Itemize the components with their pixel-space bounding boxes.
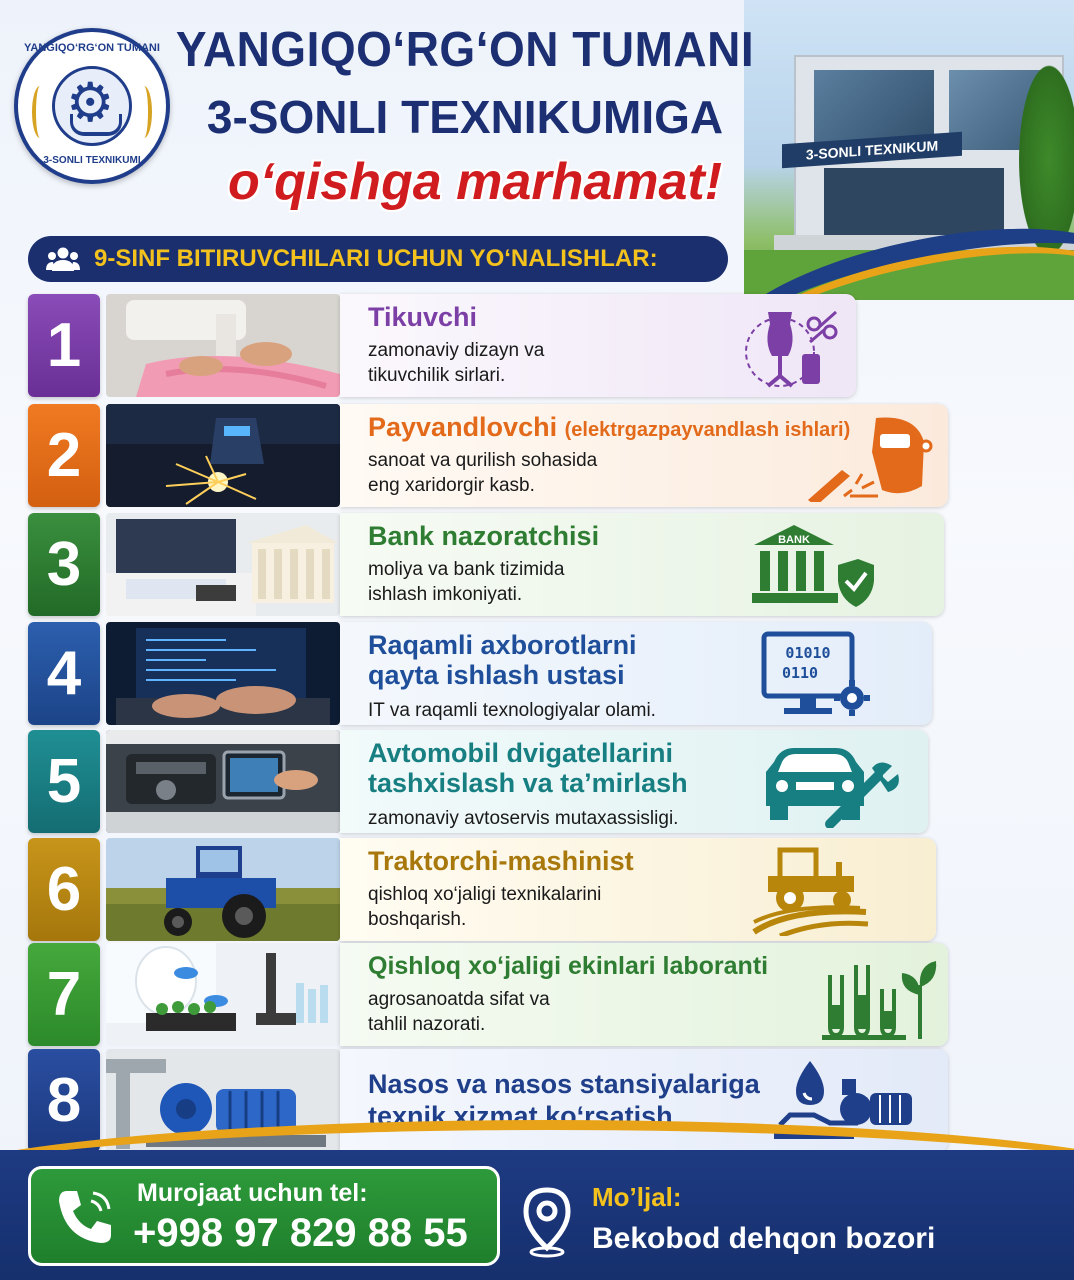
bank-shield-icon (746, 521, 876, 609)
program-title: Nasos va nasos stansiyalariga (368, 1069, 760, 1099)
program-desc-line-1: zamonaviy avtoservis mutaxassisligi. (368, 808, 679, 829)
program-card (340, 404, 948, 507)
program-number: 2 (28, 404, 100, 507)
program-desc-line-2: ishlash imkoniyati. (368, 584, 523, 605)
program-desc-line-1: moliya va bank tizimida (368, 559, 565, 580)
building-sign: 3-SONLI TEXNIKUM (782, 132, 962, 169)
logo-bottom-text: 3-SONLI TEXNIKUMI (43, 155, 141, 166)
phone-label: Murojaat uchun tel: (137, 1179, 368, 1207)
program-title: Avtomobil dvigatellarini (368, 738, 674, 768)
laboratory-photo (106, 943, 340, 1046)
tractor-field-icon (750, 846, 870, 934)
program-title: Bank nazoratchisi (368, 521, 600, 551)
program-title-line-2: texnik xizmat ko‘rsatish (368, 1101, 673, 1131)
bank-icon-label: BANK (778, 534, 810, 546)
program-title: Traktorchi-mashinist (368, 846, 634, 876)
program-card (340, 622, 932, 725)
college-logo (14, 28, 170, 184)
program-title-text: Payvandlovchi (368, 412, 558, 442)
program-title (368, 412, 850, 446)
program-number: 5 (28, 730, 100, 833)
laptop-photo (106, 622, 340, 725)
program-title: Qishloq xo‘jaligi ekinlari laboranti (368, 952, 769, 980)
sewing-mannequin-icon (740, 302, 840, 390)
phone-number[interactable]: +998 97 829 88 55 (133, 1211, 468, 1255)
welding-mask-icon (806, 412, 936, 500)
program-number: 4 (28, 622, 100, 725)
program-desc-line-2: boshqarish. (368, 909, 467, 930)
program-title: Tikuvchi (368, 302, 478, 332)
phone-contact-box[interactable] (28, 1166, 500, 1266)
program-desc-line-2: tikuvchilik sirlari. (368, 365, 506, 386)
program-card (340, 730, 928, 833)
program-desc-line-2: eng xaridorgir kasb. (368, 475, 535, 496)
program-desc-line-1: agrosanoatda sifat va (368, 989, 550, 1010)
test-tubes-plant-icon (820, 951, 940, 1039)
section-title: 9-SINF BITIRUVCHILARI UCHUN YO‘NALISHLAR: (94, 245, 658, 272)
program-number: 8 (28, 1049, 100, 1152)
program-title: Raqamli axborotlarni (368, 630, 637, 660)
logo-top-text: YANGIQO‘RG‘ON TUMANI (24, 42, 160, 54)
program-desc-line-1: sanoat va qurilish sohasida (368, 450, 598, 471)
program-desc-line-1: IT va raqamli texnologiyalar olami. (368, 700, 656, 721)
computer-binary-icon (760, 630, 870, 718)
users-icon (46, 245, 80, 273)
section-header (28, 236, 728, 282)
title-slogan: o‘qishga marhamat! (227, 153, 723, 211)
program-card (340, 838, 936, 941)
title-line-1: YANGIQO‘RG‘ON TUMANI (175, 21, 755, 77)
gear-icon: ⚙ (66, 71, 115, 134)
program-number: 7 (28, 943, 100, 1046)
program-card (340, 294, 856, 397)
engine-photo (106, 730, 340, 833)
program-number: 1 (28, 294, 100, 397)
program-card (340, 943, 948, 1046)
tractor-photo (106, 838, 340, 941)
program-desc-line-1: zamonaviy dizayn va (368, 340, 545, 361)
program-card (340, 513, 944, 616)
car-wrench-icon (760, 738, 900, 826)
bank-photo (106, 513, 340, 616)
program-number: 3 (28, 513, 100, 616)
location-value: Bekobod dehqon bozori (592, 1222, 936, 1255)
program-desc-line-1: qishloq xo‘jaligi texnikalarini (368, 884, 602, 905)
location-pin-icon (522, 1186, 572, 1258)
program-number: 6 (28, 838, 100, 941)
location-label: Mo’ljal: (592, 1182, 682, 1212)
program-title-line-2: tashxislash va ta’mirlash (368, 768, 688, 798)
program-title-line-2: qayta ishlash ustasi (368, 660, 625, 690)
sewing-photo (106, 294, 340, 397)
program-desc-line-2: tahlil nazorati. (368, 1014, 486, 1035)
program-subtitle: (elektrgazpayvandlash ishlari) (564, 419, 851, 441)
title-line-2: 3-SONLI TEXNIKUMIGA (206, 91, 724, 143)
phone-icon (53, 1185, 117, 1249)
welding-photo (106, 404, 340, 507)
binary-line-2: 0110 (781, 664, 819, 682)
binary-line-1: 01010 (785, 644, 831, 662)
book-icon (70, 114, 122, 136)
